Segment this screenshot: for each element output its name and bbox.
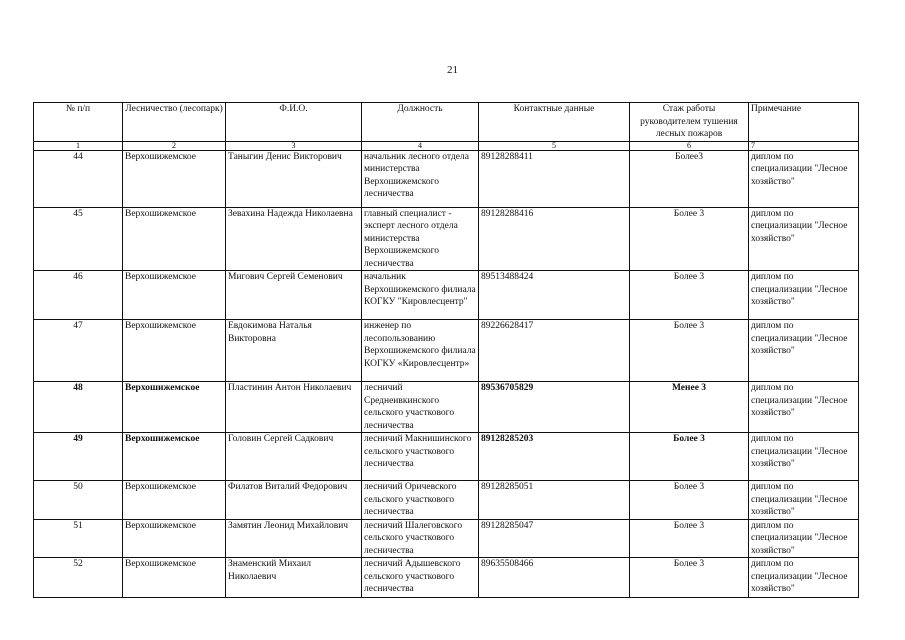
row-forestry: Верхошижемское — [123, 433, 226, 481]
row-fio: Филатов Виталий Федорович — [226, 481, 362, 520]
column-index: 5 — [479, 141, 630, 150]
row-position: начальник Верхошижемского филиала КОГКУ "Кировлесцентр" — [362, 271, 479, 320]
row-num: 51 — [34, 519, 123, 558]
column-index-row — [34, 141, 859, 150]
row-forestry: Верхошижемское — [123, 519, 226, 558]
row-position: инженер по лесопользованию Верхошижемского филиала КОГКУ «Кировлесцентр» — [362, 320, 479, 382]
header-row — [34, 103, 859, 142]
column-index: 6 — [630, 141, 749, 150]
row-experience: Более 3 — [630, 271, 749, 320]
table-row — [34, 207, 859, 271]
table-row — [34, 382, 859, 433]
row-contacts: 89128285051 — [479, 481, 630, 520]
row-contacts: 89635508466 — [479, 558, 630, 598]
row-position: лесничий Оричевского сельского участкового лесничества — [362, 481, 479, 520]
row-note: диплом по специализации "Лесное хозяйство" — [749, 271, 859, 320]
row-note: диплом по специализации "Лесное хозяйство" — [749, 382, 859, 433]
row-note: диплом по специализации "Лесное хозяйство" — [749, 433, 859, 481]
row-contacts: 89128285203 — [479, 433, 630, 481]
row-note: диплом по специализации "Лесное хозяйство" — [749, 558, 859, 598]
row-contacts: 89128288416 — [479, 207, 630, 271]
row-contacts: 89513488424 — [479, 271, 630, 320]
row-num: 48 — [34, 382, 123, 433]
row-experience: Более 3 — [630, 207, 749, 271]
row-experience: Более3 — [630, 150, 749, 207]
table-row — [34, 271, 859, 320]
header-note: Примечание — [749, 103, 859, 142]
row-fio: Замятин Леонид Михайлович — [226, 519, 362, 558]
row-experience: Более 3 — [630, 558, 749, 598]
header-fio: Ф.И.О. — [226, 103, 362, 142]
row-experience: Более 3 — [630, 519, 749, 558]
row-num: 47 — [34, 320, 123, 382]
row-experience: Более 3 — [630, 433, 749, 481]
row-fio: Зевахина Надежда Николаевна — [226, 207, 362, 271]
row-num: 44 — [34, 150, 123, 207]
row-experience: Менее 3 — [630, 382, 749, 433]
row-num: 46 — [34, 271, 123, 320]
row-position: лесничий Шалеговского сельского участкового лесничества — [362, 519, 479, 558]
row-fio: Знаменский Михаил Николаевич — [226, 558, 362, 598]
row-forestry: Верхошижемское — [123, 320, 226, 382]
row-contacts: 89128285047 — [479, 519, 630, 558]
row-fio: Таныгин Денис Викторович — [226, 150, 362, 207]
row-forestry: Верхошижемское — [123, 271, 226, 320]
header-experience: Стаж работы руководителем тушения лесных пожаров — [630, 103, 749, 142]
row-fio: Пластинин Антон Николаевич — [226, 382, 362, 433]
row-forestry: Верхошижемское — [123, 558, 226, 598]
row-note: диплом по специализации "Лесное хозяйство" — [749, 320, 859, 382]
row-position: лесничий Адышевского сельского участкового лесничества — [362, 558, 479, 598]
row-num: 45 — [34, 207, 123, 271]
row-note: диплом по специализации "Лесное хозяйство" — [749, 519, 859, 558]
header-forestry: Лесничество (лесопарк) — [123, 103, 226, 142]
table-row — [34, 558, 859, 598]
row-fio: Евдокимова Наталья Викторовна — [226, 320, 362, 382]
column-index: 4 — [362, 141, 479, 150]
column-index: 7 — [749, 141, 859, 150]
row-contacts: 89128288411 — [479, 150, 630, 207]
row-forestry: Верхошижемское — [123, 481, 226, 520]
page-number: 21 — [447, 64, 458, 76]
row-contacts: 89226628417 — [479, 320, 630, 382]
row-position: начальник лесного отдела министерства Верхошижемского лесничества — [362, 150, 479, 207]
row-fio: Головин Сергей Садкович — [226, 433, 362, 481]
header-num: № п/п — [34, 103, 123, 142]
row-experience: Более 3 — [630, 320, 749, 382]
row-note: диплом по специализации "Лесное хозяйство" — [749, 481, 859, 520]
header-position: Должность — [362, 103, 479, 142]
column-index: 2 — [123, 141, 226, 150]
personnel-table — [33, 102, 859, 598]
row-note: диплом по специализации "Лесное хозяйство" — [749, 207, 859, 271]
table-row — [34, 150, 859, 207]
table-row — [34, 519, 859, 558]
table-row — [34, 433, 859, 481]
header-contacts: Контактные данные — [479, 103, 630, 142]
row-position: лесничий Среднеивкинского сельского участкового лесничества — [362, 382, 479, 433]
row-fio: Мигович Сергей Семенович — [226, 271, 362, 320]
row-num: 52 — [34, 558, 123, 598]
row-num: 49 — [34, 433, 123, 481]
column-index: 3 — [226, 141, 362, 150]
row-note: диплом по специализации "Лесное хозяйство" — [749, 150, 859, 207]
row-forestry: Верхошижемское — [123, 207, 226, 271]
row-forestry: Верхошижемское — [123, 382, 226, 433]
column-index: 1 — [34, 141, 123, 150]
table-row — [34, 320, 859, 382]
row-position: главный специалист - эксперт лесного отдела министерства Верхошижемского лесничества — [362, 207, 479, 271]
row-experience: Более 3 — [630, 481, 749, 520]
row-position: лесничий Макнишинского сельского участкового лесничества — [362, 433, 479, 481]
table-row — [34, 481, 859, 520]
row-num: 50 — [34, 481, 123, 520]
row-contacts: 89536705829 — [479, 382, 630, 433]
row-forestry: Верхошижемское — [123, 150, 226, 207]
